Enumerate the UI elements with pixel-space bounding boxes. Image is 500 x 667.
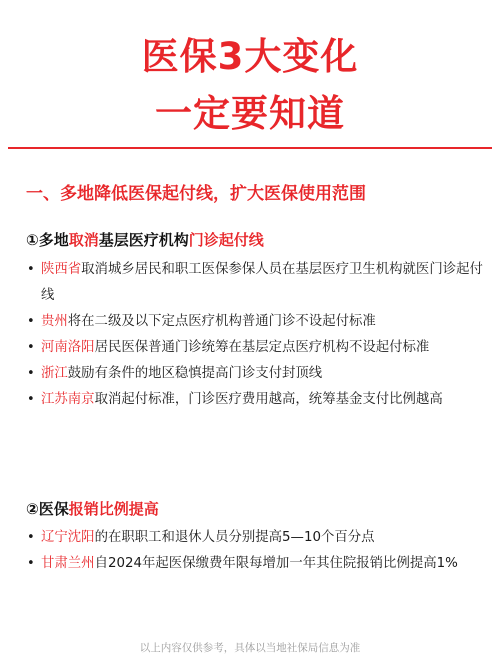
sub-heading-1 — [26, 229, 264, 250]
title-divider — [8, 147, 492, 149]
place-name: 浙江 — [41, 366, 68, 381]
item-text: 将在二级及以下定点医疗机构普通门诊不设起付标准 — [67, 314, 376, 329]
place-name: 辽宁沈阳 — [41, 530, 95, 545]
list-item — [26, 335, 490, 361]
place-name: 贵州 — [41, 314, 68, 329]
sub-heading-2-prefix: ②医保 — [26, 500, 69, 518]
bullet-dot: • — [27, 366, 35, 381]
list-item — [26, 387, 490, 413]
sub-heading-2 — [26, 498, 159, 519]
bullet-dot: • — [27, 340, 35, 355]
sub-heading-1-highlight-b: 门诊起付线 — [188, 231, 264, 249]
page-title-line1: 医保3大变化 — [141, 35, 359, 78]
item-text: 鼓励有条件的地区稳慎提高门诊支付封顶线 — [67, 366, 323, 381]
bullet-dot: • — [27, 392, 35, 407]
list-item — [26, 525, 490, 551]
bullet-list-1 — [26, 257, 490, 413]
list-item — [26, 551, 490, 577]
page-title-line2: 一定要知道 — [155, 92, 345, 135]
sub-heading-1-highlight-a: 取消 — [68, 231, 99, 249]
item-text: 居民医保普通门诊统筹在基层定点医疗机构不设起付标准 — [94, 340, 430, 355]
sub-heading-1-middle: 基层医疗机构 — [98, 231, 189, 249]
item-text: 取消起付标准，门诊医疗费用越高，统筹基金支付比例越高 — [94, 392, 443, 407]
bullet-dot: • — [27, 556, 35, 571]
item-text: 自2024年起医保缴费年限每增加一年其住院报销比例提高1% — [94, 556, 458, 571]
section-heading: 一、多地降低医保起付线，扩大医保使用范围 — [26, 184, 366, 204]
bullet-list-2 — [26, 525, 490, 577]
item-text: 取消城乡居民和职工医保参保人员在基层医疗卫生机构就医门诊起付线 — [41, 262, 483, 303]
list-item — [26, 257, 490, 309]
bullet-dot: • — [27, 314, 35, 329]
list-item — [26, 361, 490, 387]
bullet-dot: • — [27, 262, 35, 277]
sub-heading-1-prefix: ①多地 — [26, 231, 69, 249]
sub-heading-2-highlight: 报销比例提高 — [68, 500, 159, 518]
list-item — [26, 309, 490, 335]
bullet-dot: • — [27, 530, 35, 545]
item-text: 的在职职工和退休人员分别提高5—10个百分点 — [94, 530, 375, 545]
place-name: 陕西省 — [41, 262, 82, 277]
place-name: 甘肃兰州 — [41, 556, 95, 571]
place-name: 江苏南京 — [41, 392, 95, 407]
footer-note: 以上内容仅供参考，具体以当地社保局信息为准 — [139, 642, 361, 654]
place-name: 河南洛阳 — [41, 340, 95, 355]
